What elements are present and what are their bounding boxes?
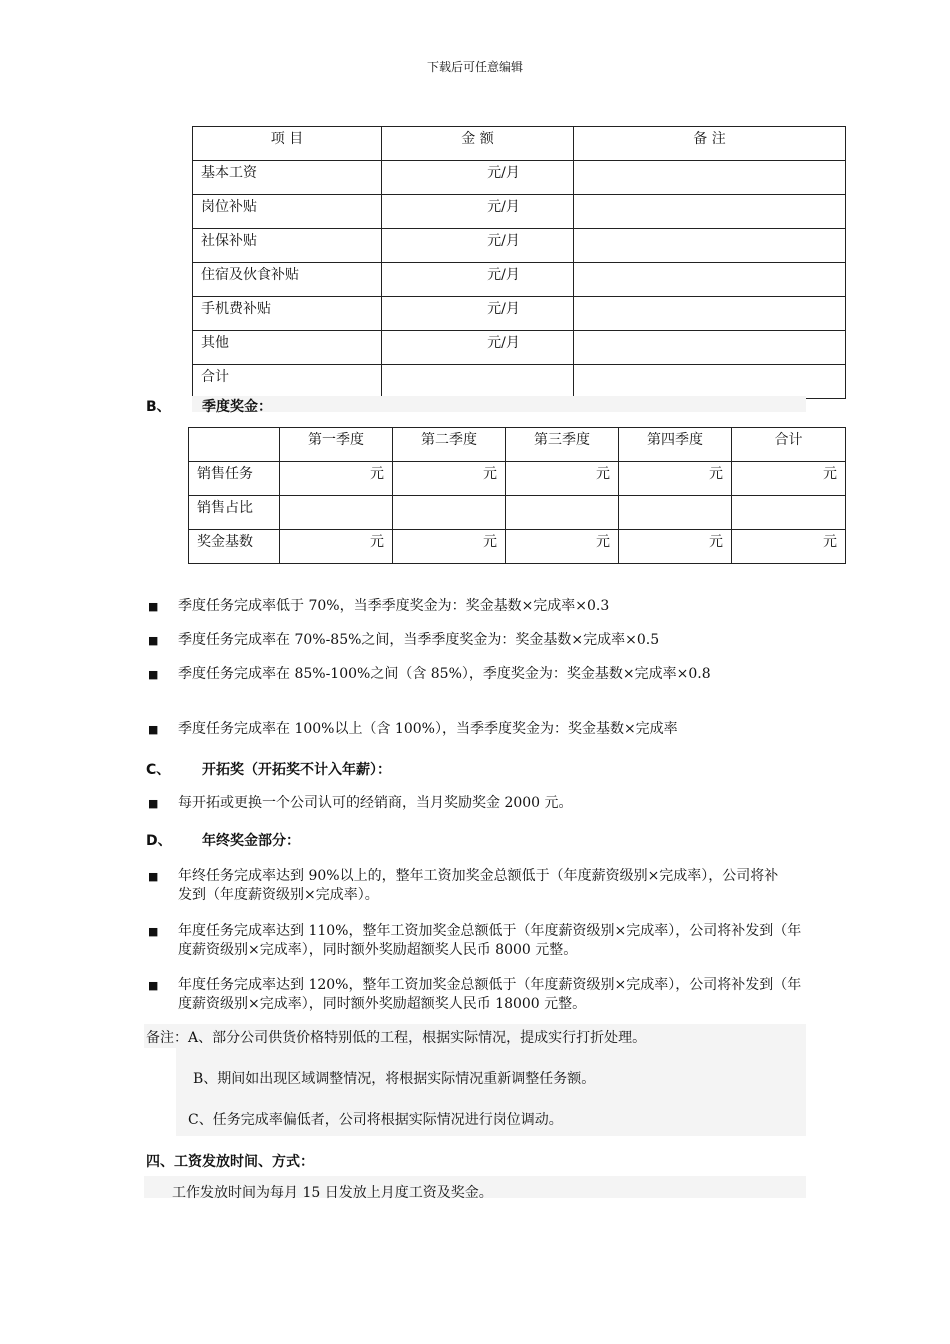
col-header-amount: 金 额 (382, 127, 574, 161)
row-label: 销售占比 (189, 496, 280, 530)
list-item (148, 794, 808, 813)
row-amount: 元/月 (382, 331, 574, 365)
col-header-q3: 第三季度 (506, 428, 619, 462)
row-amount (382, 365, 574, 399)
salary-table (192, 126, 846, 399)
cell (393, 496, 506, 530)
square-bullet-icon: ■ (148, 600, 159, 613)
row-amount: 元/月 (382, 297, 574, 331)
cell: 元 (393, 530, 506, 564)
cell (732, 496, 846, 530)
list-item (148, 597, 808, 616)
list-item-text: 年度任务完成率达到 120%，整年工资加奖金总额低于（年度薪资级别×完成率），公司将补发到（年度薪资级别×完成率），同时额外奖励超额奖人民币 18000 元整。 (178, 977, 802, 1012)
square-bullet-icon: ■ (148, 925, 159, 938)
row-item: 合计 (193, 365, 382, 399)
cell: 元 (393, 462, 506, 496)
row-item: 岗位补贴 (193, 195, 382, 229)
list-item (148, 922, 808, 960)
col-header-note: 备 注 (574, 127, 846, 161)
row-note (574, 161, 846, 195)
square-bullet-icon: ■ (148, 979, 159, 992)
cell: 元 (732, 462, 846, 496)
note-c: C、任务完成率偏低者，公司将根据实际情况进行岗位调动。 (188, 1112, 563, 1128)
row-item: 手机费补贴 (193, 297, 382, 331)
table-row (193, 263, 846, 297)
list-item (148, 665, 788, 684)
col-header-q4: 第四季度 (619, 428, 732, 462)
row-item: 住宿及伙食补贴 (193, 263, 382, 297)
cell: 元 (280, 530, 393, 564)
section-d-title: 年终奖金部分： (202, 833, 300, 849)
row-amount: 元/月 (382, 229, 574, 263)
table-row (193, 161, 846, 195)
list-item-text: 季度任务完成率在 70%-85%之间，当季季度奖金为：奖金基数×完成率×0.5 (178, 632, 660, 648)
row-note (574, 331, 846, 365)
cell (280, 496, 393, 530)
square-bullet-icon: ■ (148, 870, 159, 883)
row-note (574, 297, 846, 331)
section-c-title: 开拓奖（开拓奖不计入年薪）： (202, 762, 391, 778)
note-a: 备注：A、部分公司供货价格特别低的工程，根据实际情况，提成实行打折处理。 (146, 1030, 647, 1046)
row-note (574, 365, 846, 399)
section-4-title: 四、工资发放时间、方式： (146, 1154, 314, 1170)
list-item (148, 976, 808, 1014)
table-row (193, 297, 846, 331)
row-label: 销售任务 (189, 462, 280, 496)
col-header-q1: 第一季度 (280, 428, 393, 462)
col-header-q2: 第二季度 (393, 428, 506, 462)
cell: 元 (732, 530, 846, 564)
note-b: B、期间如出现区域调整情况，将根据实际情况重新调整任务额。 (193, 1071, 596, 1087)
page-header: 下载后可任意编辑 (426, 60, 523, 74)
row-amount: 元/月 (382, 161, 574, 195)
table-row (189, 530, 846, 564)
list-item (148, 720, 808, 739)
col-header-item: 项 目 (193, 127, 382, 161)
list-item-text: 季度任务完成率在 100%以上（含 100%），当季季度奖金为：奖金基数×完成率 (178, 721, 678, 737)
section-b-title: 季度奖金： (202, 399, 272, 415)
row-label: 奖金基数 (189, 530, 280, 564)
row-item: 基本工资 (193, 161, 382, 195)
pay-text: 工作发放时间为每月 15 日发放上月度工资及奖金。 (172, 1185, 493, 1201)
cell: 元 (280, 462, 393, 496)
table-row (193, 365, 846, 399)
table-row (189, 462, 846, 496)
list-item (148, 867, 788, 905)
square-bullet-icon: ■ (148, 797, 159, 810)
row-note (574, 229, 846, 263)
table-row (189, 496, 846, 530)
row-amount: 元/月 (382, 195, 574, 229)
section-c-label: C、 (146, 762, 171, 778)
list-item (148, 631, 808, 650)
cell: 元 (619, 462, 732, 496)
quarter-table-header (189, 428, 846, 462)
row-note (574, 195, 846, 229)
list-item-text: 季度任务完成率低于 70%，当季季度奖金为：奖金基数×完成率×0.3 (178, 598, 610, 614)
cell (506, 496, 619, 530)
cell: 元 (506, 530, 619, 564)
square-bullet-icon: ■ (148, 634, 159, 647)
row-amount: 元/月 (382, 263, 574, 297)
col-header-blank (189, 428, 280, 462)
row-note (574, 263, 846, 297)
table-row (193, 229, 846, 263)
list-item-text: 每开拓或更换一个公司认可的经销商，当月奖励奖金 2000 元。 (178, 795, 573, 811)
salary-table-header (193, 127, 846, 161)
list-item-text: 年度任务完成率达到 110%，整年工资加奖金总额低于（年度薪资级别×完成率），公司将补发到（年度薪资级别×完成率），同时额外奖励超额奖人民币 8000 元整。 (178, 923, 802, 958)
square-bullet-icon: ■ (148, 668, 159, 681)
cell (619, 496, 732, 530)
square-bullet-icon: ■ (148, 723, 159, 736)
cell: 元 (619, 530, 732, 564)
row-item: 社保补贴 (193, 229, 382, 263)
row-item: 其他 (193, 331, 382, 365)
quarter-table (188, 427, 846, 564)
table-row (193, 331, 846, 365)
section-d-label: D、 (146, 833, 172, 849)
col-header-total: 合计 (732, 428, 846, 462)
section-shading (192, 396, 806, 412)
list-item-text: 季度任务完成率在 85%-100%之间（含 85%），季度奖金为：奖金基数×完成率×0.8 (178, 666, 711, 682)
section-b-label: B、 (146, 399, 171, 415)
table-row (193, 195, 846, 229)
list-item-text: 年终任务完成率达到 90%以上的，整年工资加奖金总额低于（年度薪资级别×完成率），公司将补发到（年度薪资级别×完成率）。 (178, 868, 779, 903)
cell: 元 (506, 462, 619, 496)
